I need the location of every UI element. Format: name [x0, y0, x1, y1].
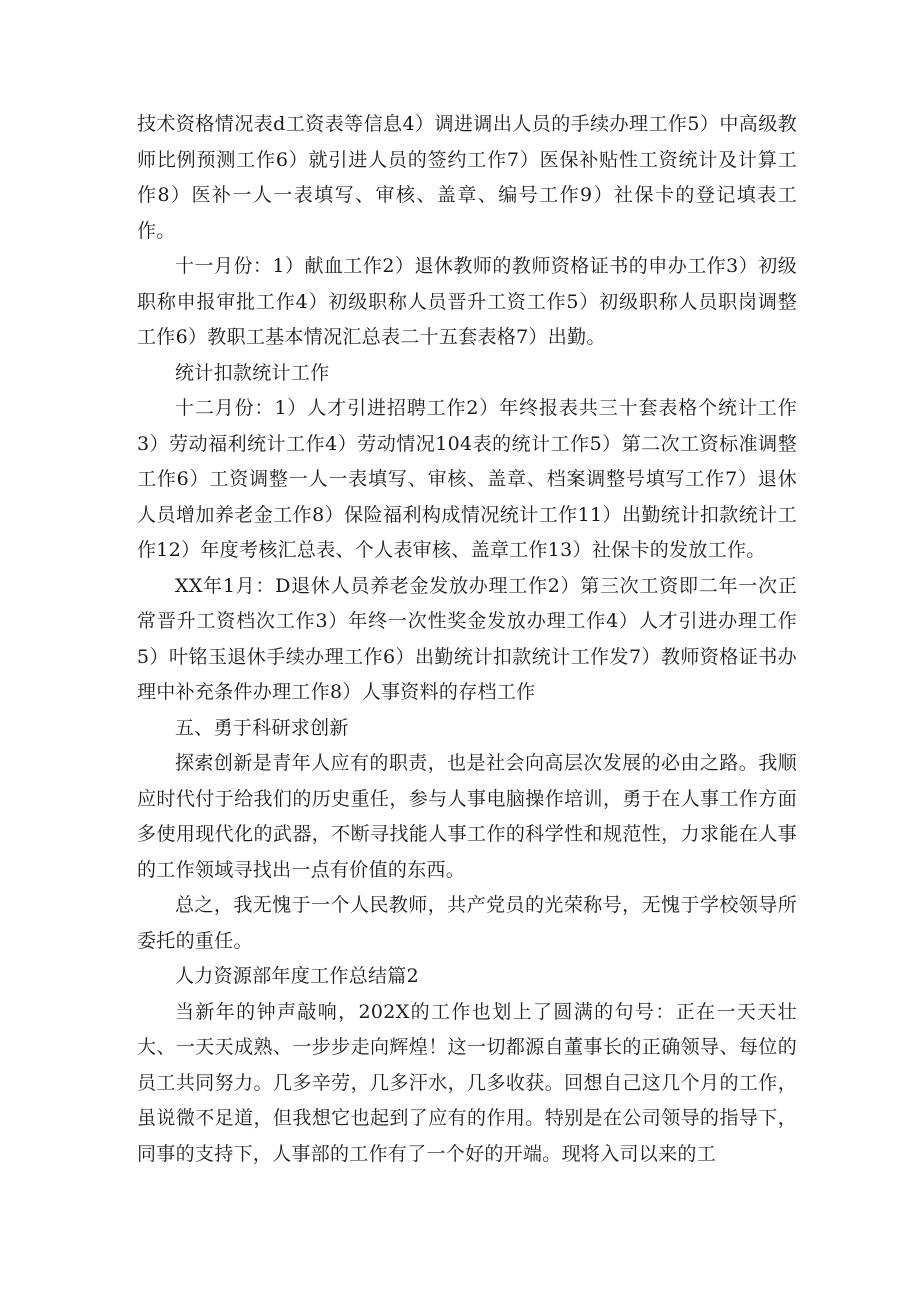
- paragraph-8: 当新年的钟声敲响，202X的工作也划上了圆满的句号：正在一天天壮大、一天天成熟、一步步走向辉煌！这一切都源自董事长的正确领导、每位的员工共同努力。几多辛劳，几多汗水，几多收获。回想自己这几个月的工作，虽说微不足道，但我想它也起到了应有的作用。特别是在公司领导的指导下，同事的支持下，人事部的工作有了一个好的开端。现将入司以来的工: [137, 1000, 797, 1165]
- paragraph-1: 技术资格情况表d工资表等信息4）调进调出人员的手续办理工作5）中高级教师比例预测工作6）就引进人员的签约工作7）医保补贴性工资统计及计算工作8）医补一人一表填写、审核、盖章、编号工作9）社保卡的登记填表工作。: [137, 113, 797, 242]
- paragraph-4: 十二月份：1）人才引进招聘工作2）年终报表共三十套表格个统计工作3）劳动福利统计工作4）劳动情况104表的统计工作5）第二次工资标准调整工作6）工资调整一人一表填写、审核、盖章、档案调整号填写工作7）退休人员增加养老金工作8）保险福利构成情况统计工作11）出勤统计扣款统计工作12）年度考核汇总表、个人表审核、盖章工作13）社保卡的发放工作。: [137, 397, 797, 561]
- article-title: 人力资源部年度工作总结篇2: [175, 965, 419, 987]
- paragraph-7: 总之，我无愧于一个人民教师，共产党员的光荣称号，无愧于学校领导所委托的重任。: [137, 894, 797, 952]
- section-heading: 五、勇于科研求创新: [175, 716, 349, 739]
- paragraph-6: 探索创新是青年人应有的职责，也是社会向高层次发展的必由之路。我顺应时代付于给我们的历史重任，参与人事电脑操作培训，勇于在人事工作方面多使用现代化的武器，不断寻找能人事工作的科学性和规范性，力求能在人事的工作领域寻找出一点有价值的东西。: [137, 752, 797, 881]
- paragraph-2: 十一月份：1）献血工作2）退休教师的教师资格证书的申办工作3）初级职称申报审批工作4）初级职称人员晋升工资工作5）初级职称人员职岗调整工作6）教职工基本情况汇总表二十五套表格7）出勤。: [137, 255, 797, 348]
- document-body: [137, 107, 797, 1172]
- paragraph-5: XX年1月：D退休人员养老金发放办理工作2）第三次工资即二年一次正常晋升工资档次工作3）年终一次性奖金发放办理工作4）人才引进办理工作5）叶铭玉退休手续办理工作6）出勤统计扣款统计工作发7）教师资格证书办理中补充条件办理工作8）人事资料的存档工作: [137, 574, 797, 703]
- paragraph-3: 统计扣款统计工作: [175, 361, 330, 384]
